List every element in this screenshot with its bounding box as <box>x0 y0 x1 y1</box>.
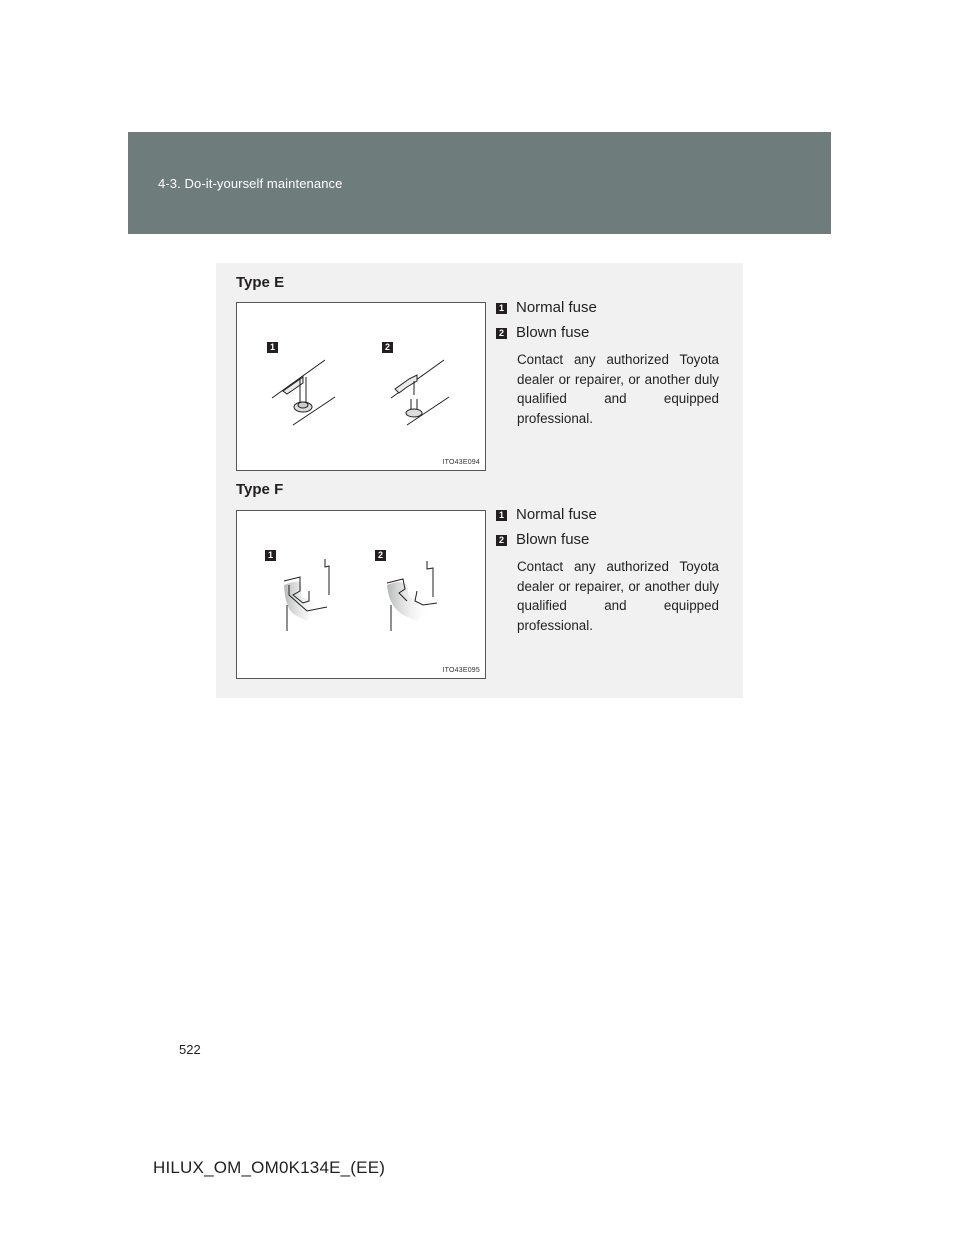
type-f-figure-code: ITO43E095 <box>442 667 480 674</box>
legend-number-badge: 2 <box>496 535 507 546</box>
type-f-note: Contact any authorized Toyota dealer or repairer, or another duly qualified and equipped professional. <box>517 559 719 633</box>
type-f-title: Type F <box>236 481 284 498</box>
legend-label-blown-fuse: Blown fuse <box>516 531 590 548</box>
page-number: 522 <box>179 1042 201 1057</box>
section-header-band <box>128 132 831 234</box>
legend-label-normal-fuse: Normal fuse <box>516 506 597 523</box>
legend-number-badge: 1 <box>496 510 507 521</box>
type-f-figure <box>236 510 486 679</box>
legend-label-normal-fuse: Normal fuse <box>516 299 597 316</box>
manual-code: HILUX_OM_OM0K134E_(EE) <box>153 1158 386 1177</box>
blown-fuse-drawing <box>387 561 437 631</box>
type-e-title: Type E <box>236 274 285 291</box>
section-title: 4-3. Do-it-yourself maintenance <box>158 176 343 191</box>
type-e-note: Contact any authorized Toyota dealer or repairer, or another duly qualified and equipped professional. <box>517 352 719 426</box>
type-f-figure-marker-2: 2 <box>375 550 386 561</box>
normal-fuse-drawing <box>284 559 329 631</box>
legend-number-badge: 2 <box>496 328 507 339</box>
type-e-figure <box>236 302 486 471</box>
type-f-figure-marker-1: 1 <box>265 550 276 561</box>
blown-fuse-drawing <box>391 360 449 425</box>
type-e-figure-code: ITO43E094 <box>442 459 480 466</box>
type-e-fuse-illustration <box>237 303 487 472</box>
type-f-fuse-illustration <box>237 511 487 680</box>
legend-number-badge: 1 <box>496 303 507 314</box>
type-e-figure-marker-2: 2 <box>382 342 393 353</box>
type-e-figure-marker-1: 1 <box>267 342 278 353</box>
normal-fuse-drawing <box>272 360 335 425</box>
legend-label-blown-fuse: Blown fuse <box>516 324 590 341</box>
